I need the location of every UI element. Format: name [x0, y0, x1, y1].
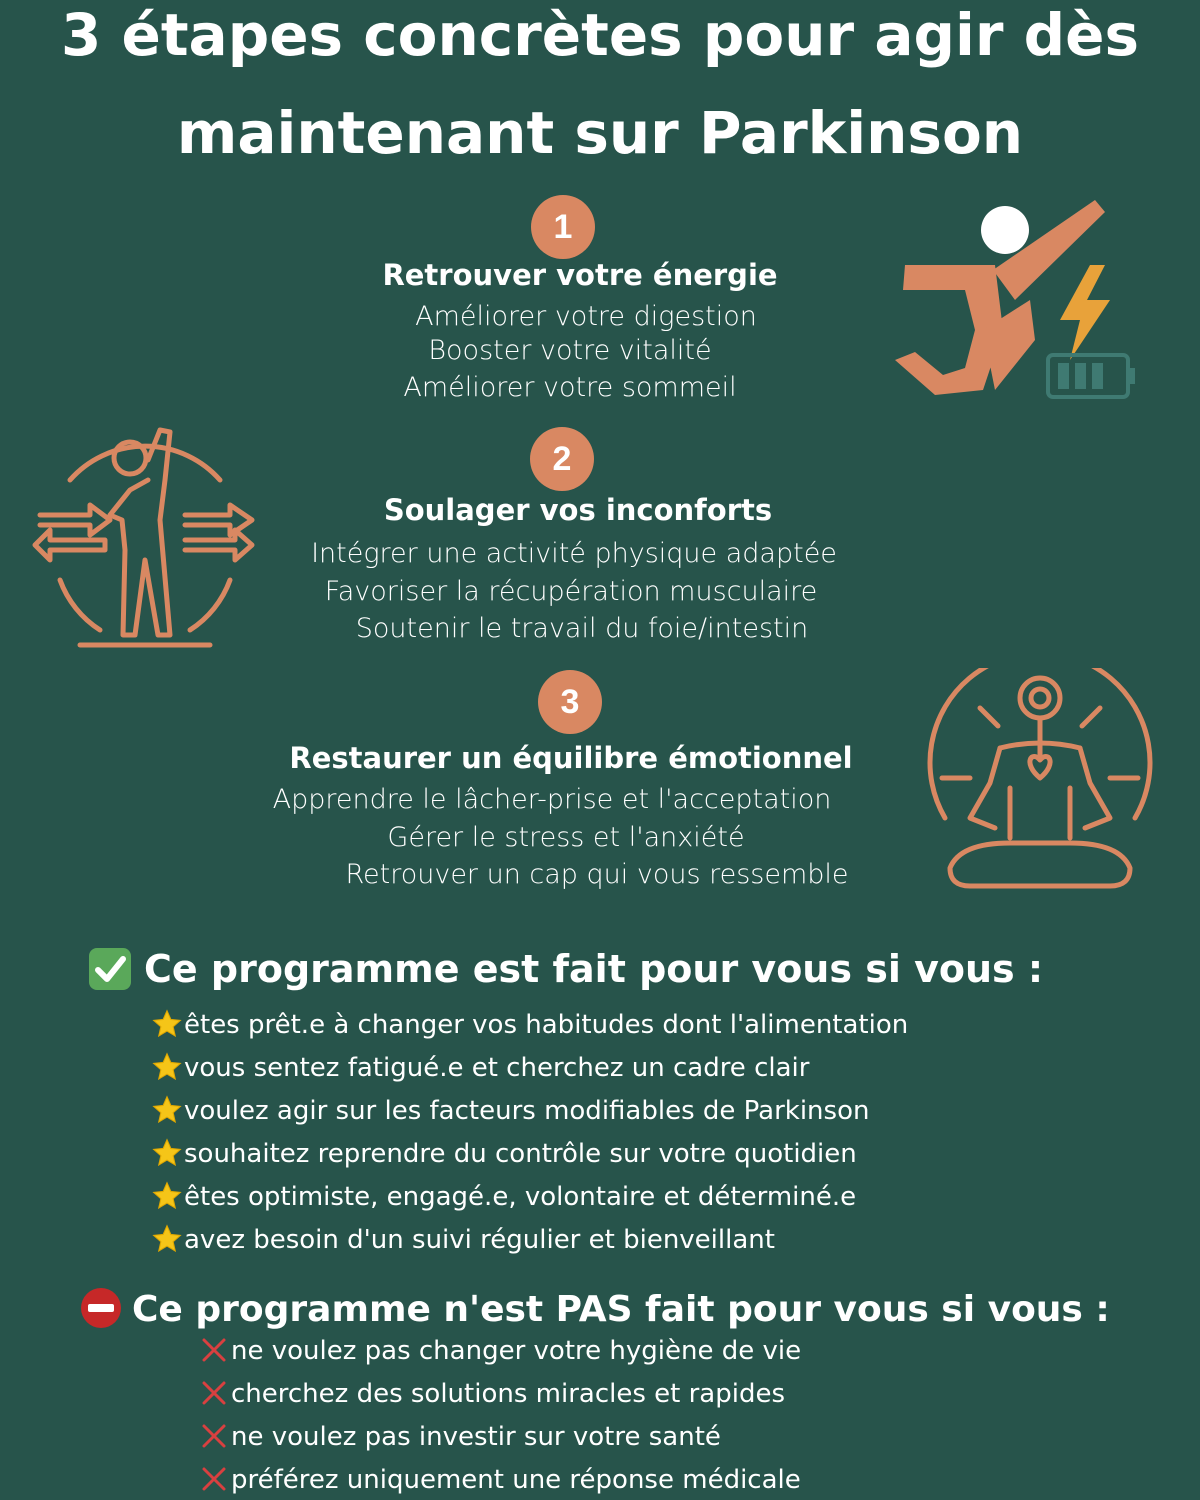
title-line-2: maintenant sur Parkinson	[176, 99, 1024, 167]
list-item-text: êtes optimiste, engagé.e, volontaire et déterminé.e	[184, 1182, 857, 1212]
step-2-number: 2	[530, 427, 594, 491]
star-icon	[150, 1008, 184, 1044]
list-item-text: voulez agir sur les facteurs modifiables de Parkinson	[184, 1096, 870, 1126]
star-icon	[150, 1180, 184, 1216]
list-item	[150, 1093, 869, 1130]
list-item	[150, 1050, 809, 1087]
check-mark-icon	[88, 947, 132, 991]
not-for-you-title-row	[80, 1285, 1110, 1335]
title-line-1: 3 étapes concrètes pour agir dès	[60, 1, 1140, 69]
step-1-item-3: Améliorer votre sommeil	[403, 372, 737, 403]
meditation-icon	[920, 668, 1160, 898]
list-item-text: vous sentez fatigué.e et cherchez un cadre clair	[184, 1053, 810, 1083]
list-item	[197, 1376, 785, 1413]
list-item	[197, 1419, 721, 1456]
step-1-number: 1	[531, 195, 595, 259]
list-item-text: ne voulez pas investir sur votre santé	[231, 1422, 721, 1452]
step-1-title: Retrouver votre énergie	[382, 258, 778, 292]
star-icon	[150, 1137, 184, 1173]
list-item	[150, 1007, 908, 1044]
for-you-title: Ce programme est fait pour vous si vous :	[144, 947, 1044, 991]
step-2-item-2: Favoriser la récupération musculaire	[324, 576, 818, 607]
step-2-item-1: Intégrer une activité physique adaptée	[311, 538, 837, 569]
step-2-item-3: Soutenir le travail du foie/intestin	[355, 613, 809, 644]
star-icon	[150, 1051, 184, 1087]
step-3-item-3: Retrouver un cap qui vous ressemble	[345, 859, 849, 890]
list-item	[197, 1462, 801, 1499]
stretching-person-icon	[30, 420, 260, 650]
list-item-text: cherchez des solutions miracles et rapides	[231, 1379, 785, 1409]
page-title	[0, 0, 1200, 172]
list-item-text: ne voulez pas changer votre hygiène de vie	[231, 1336, 802, 1366]
for-you-title-row	[88, 944, 1043, 994]
step-3-item-1: Apprendre le lâcher-prise et l'acceptation	[272, 784, 832, 815]
step-3-item-2: Gérer le stress et l'anxiété	[387, 822, 745, 853]
step-1-item-1: Améliorer votre digestion	[415, 301, 757, 332]
list-item-text: préférez uniquement une réponse médicale	[231, 1465, 801, 1495]
star-icon	[150, 1223, 184, 1259]
cross-mark-icon	[197, 1334, 231, 1370]
list-item	[150, 1222, 775, 1259]
step-2-title: Soulager vos inconforts	[383, 493, 773, 527]
list-item	[150, 1136, 857, 1173]
list-item-text: avez besoin d'un suivi régulier et bienveillant	[184, 1225, 775, 1255]
cross-mark-icon	[197, 1463, 231, 1499]
step-3-title: Restaurer un équilibre émotionnel	[289, 741, 853, 775]
cross-mark-icon	[197, 1420, 231, 1456]
list-item	[197, 1333, 801, 1370]
list-item-text: êtes prêt.e à changer vos habitudes dont l'alimentation	[184, 1010, 909, 1040]
no-entry-icon	[80, 1287, 122, 1329]
step-3-number: 3	[538, 670, 602, 734]
energy-jump-icon	[865, 190, 1145, 420]
list-item-text: souhaitez reprendre du contrôle sur votre quotidien	[184, 1139, 857, 1169]
cross-mark-icon	[197, 1377, 231, 1413]
list-item	[150, 1179, 856, 1216]
step-1-item-2: Booster votre vitalité	[428, 335, 712, 366]
star-icon	[150, 1094, 184, 1130]
not-for-you-title: Ce programme n'est PAS fait pour vous si vous :	[132, 1289, 1110, 1330]
